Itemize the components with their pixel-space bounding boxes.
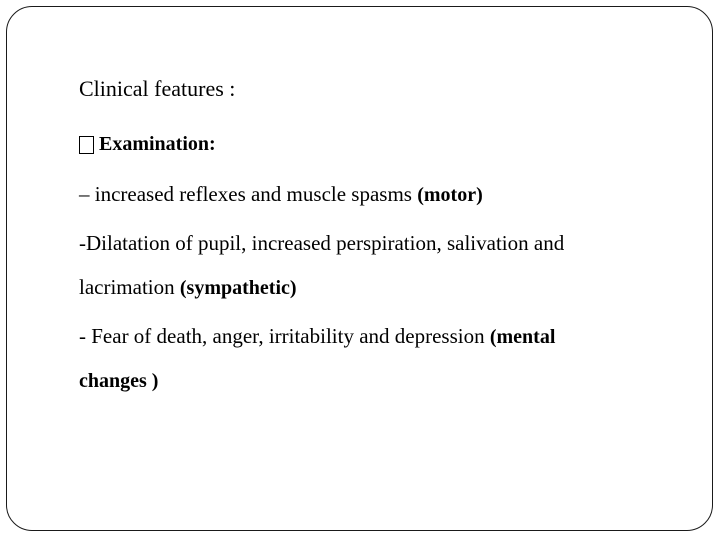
motor-text: – increased reflexes and muscle spasms	[79, 182, 418, 206]
motor-label: (motor)	[417, 184, 483, 206]
examination-label: Examination:	[99, 133, 216, 155]
slide-title: Clinical features :	[79, 76, 236, 101]
mental-line-1	[79, 324, 555, 349]
mental-text: - Fear of death, anger, irritability and depression	[79, 324, 490, 348]
square-bullet-icon	[79, 136, 94, 154]
sympathetic-line-1	[79, 231, 564, 255]
mental-line-2	[79, 368, 158, 393]
sympathetic-text-2: lacrimation	[79, 275, 180, 299]
examination-heading	[79, 132, 216, 156]
sympathetic-line-2	[79, 275, 297, 300]
mental-label-2: changes )	[79, 370, 159, 392]
mental-label-1: (mental	[489, 326, 556, 348]
sympathetic-label: (sympathetic)	[179, 277, 297, 299]
sympathetic-text-1: -Dilatation of pupil, increased perspiration, salivation and	[79, 231, 565, 255]
motor-line	[79, 182, 483, 207]
